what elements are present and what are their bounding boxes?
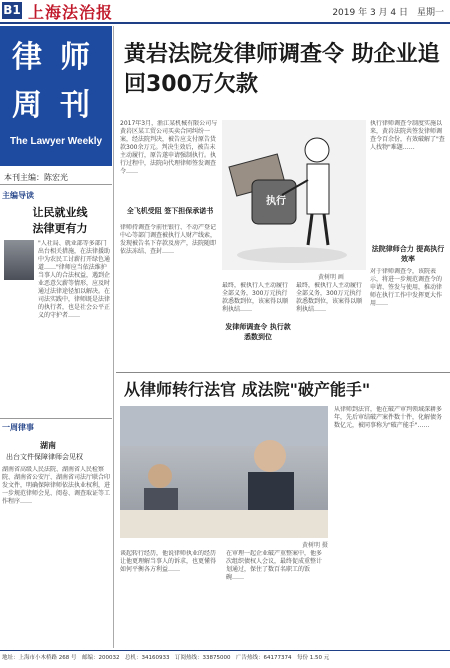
logo-char-3: 周: [12, 88, 42, 123]
host-text: "人社局、就业部等多部门出台相关措施，在法律援助中为农民工讨薪打开绿色通道……"律师应当依法维护当事人的合法权益，遇到企业恶意欠薪等情形，应及时通过法律途径加以解决。在司法实践中，律师既是法律的执行者，也是社会公平正义的守护者……: [38, 240, 110, 319]
story1-body3: 最终，被执行人主动履行全部义务，300万元执行款悉数到位，该案得以顺利执结……: [296, 282, 363, 313]
story1-body3-top: 最终，被执行人主动履行全部义务，300万元执行款悉数到位，该案得以顺利执结……: [222, 282, 289, 313]
masthead: 上海法治报: [28, 3, 114, 22]
story1-subhead-2: 发律师调查令 执行款悉数到位: [225, 323, 291, 341]
story1-illustration: [222, 120, 366, 270]
story2-lower1: 谈起转行经历，他说律师执业的经历让他更理解当事人的诉求，也更懂得如何平衡各方利益……: [120, 550, 217, 573]
illustration-svg: [222, 120, 366, 270]
logo-char-2: 师: [60, 40, 90, 75]
host-photo: [4, 240, 34, 280]
footer-rule: [0, 650, 450, 651]
host-title-line2: 法律更有力: [32, 222, 88, 235]
story2-caption: 黄树明 摄: [302, 542, 328, 549]
story1-headline: 黄岩法院发律师调查令 助企业追回300万欠款: [124, 42, 440, 97]
logo-english: The Lawyer Weekly: [9, 136, 103, 147]
left-divider: [0, 184, 112, 185]
illustration-label: 执行: [266, 196, 286, 207]
story1-body2: 律师持调查令前往银行、不动产登记中心等部门调查被执行人财产线索，发现被告名下存款及房产，法院随即依法冻结、查封……: [120, 224, 217, 255]
date-line: 2019 年 3 月 4 日 星期一: [332, 8, 444, 18]
story1-body: 2017年3月，浙江某机械有限公司与黄岩区某工贸公司买卖合同纠纷一案，经法院判决，被告应支付原告货款300余万元。判决生效后，被告未主动履行，原告遂申请强制执行。执行过程中，法院向代理律师签发调查令……: [120, 120, 218, 175]
top-rule: [0, 22, 450, 24]
story1-subhead-1: 全飞机受阻 签下担保承诺书: [126, 207, 214, 215]
column-rule: [113, 26, 114, 648]
logo-char-4: 刊: [60, 88, 90, 123]
host-title-line1: 让民就业线: [32, 206, 88, 219]
host-tag: 主编导读: [2, 191, 34, 200]
weekly-title2: 出台文件保障律师会见权: [6, 453, 83, 461]
weekly-text: 湖南省高级人民法院、湖南省人民检察院、湖南省公安厅、湖南省司法厅联合印发文件，明确保障律师依法执业权利，进一步规范律师会见、阅卷、调查取证等工作程序……: [2, 466, 110, 505]
story1-subhead-3: 法院律师合力 提高执行效率: [371, 245, 445, 263]
footer-text: 地址：上海市小木桥路 268 号 邮编：200032 总机：34160933 订阅热线：33875000 广告热线：64177374 每份 1.50 元: [2, 655, 330, 661]
logo-char-1: 律: [12, 40, 42, 75]
story2-right-body: 从律师到法官，他在破产审判领域深耕多年，先后审结破产案件数十件，化解债务数亿元，被同事称为"破产能手"……: [334, 406, 443, 429]
weekly-divider: [0, 418, 112, 419]
story1-right-body2: 对于律师调查令，该院表示，将进一步规范调查令的申请、签发与使用，推动律师在执行工作中发挥更大作用……: [370, 268, 443, 307]
lawyer-weekly-logo: [0, 26, 112, 166]
story2-photo: [120, 406, 328, 538]
story1-caption: 黄树明 画: [318, 274, 344, 281]
editor-credit: 本刊主编：陈宏光: [4, 173, 68, 182]
weekly-title1: 湖南: [40, 441, 56, 450]
weekly-tag: 一周律事: [2, 423, 34, 432]
story2-lower2: 在审理一起企业破产重整案中，他多次组织债权人会议，最终促成重整计划通过，保住了数百名职工的饭碗……: [226, 550, 323, 581]
story2-headline: 从律师转行法官 成法院"破产能手": [124, 380, 371, 399]
story-divider: [116, 372, 450, 373]
page-number: B1: [3, 3, 21, 17]
story1-right-body: 执行律师调查令制度实施以来，黄岩法院共签发律师调查令百余份，有效破解了"查人找物"难题……: [370, 120, 445, 151]
photo-svg: [120, 406, 328, 538]
